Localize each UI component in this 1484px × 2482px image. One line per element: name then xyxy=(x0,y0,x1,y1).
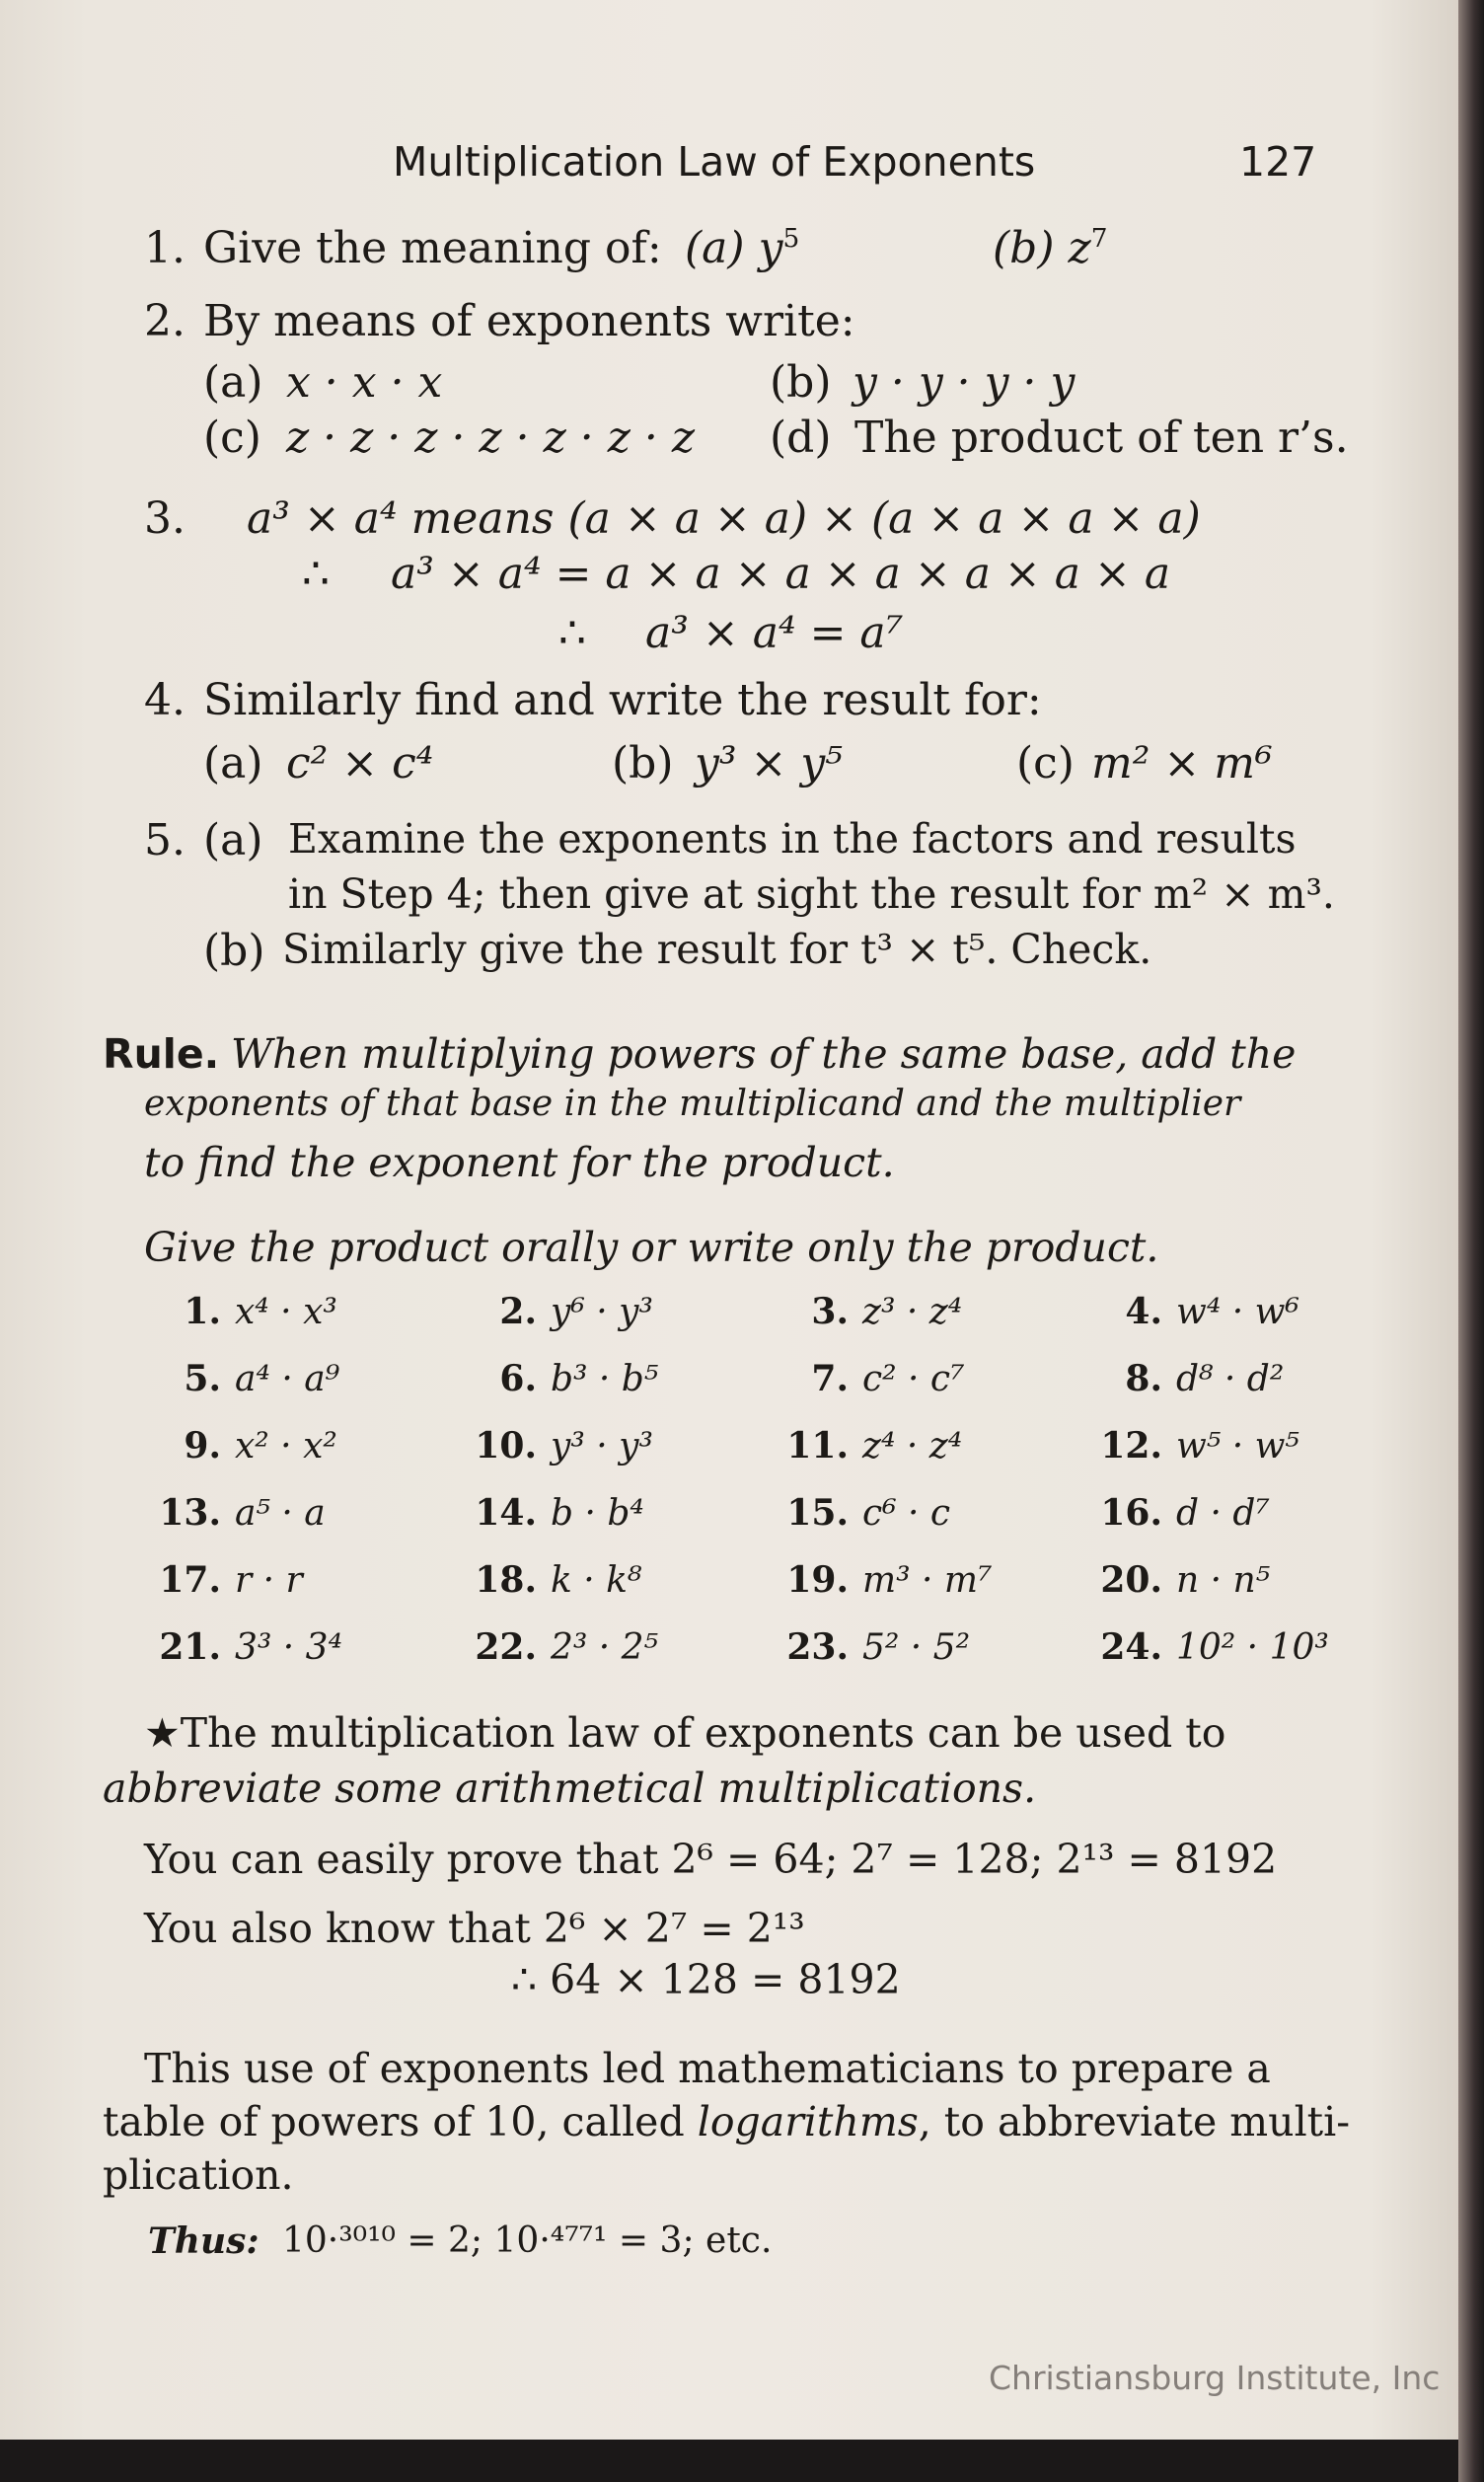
step-2-c-label: (c) xyxy=(203,413,261,463)
logs-line-2: table of powers of 10, called logarithms, to abbreviate multi- xyxy=(103,2098,1351,2145)
exercise-item xyxy=(464,1425,653,1467)
step-4-a-expr: c² × c⁴ xyxy=(286,738,434,789)
exercise-intro: Give the product orally or write only the product. xyxy=(144,1224,1159,1271)
exercise-item xyxy=(776,1425,962,1467)
exercise-expression: m³ · m⁷ xyxy=(862,1560,993,1601)
exercise-number: 13. xyxy=(159,1492,221,1534)
exercise-expression: a⁴ · a⁹ xyxy=(235,1359,340,1399)
exercise-number: 20. xyxy=(1100,1559,1162,1601)
exercise-item xyxy=(464,1559,641,1601)
exercise-number: 1. xyxy=(184,1291,221,1332)
step-3-line-2: a³ × a⁴ = a × a × a × a × a × a × a xyxy=(391,549,1171,599)
exercise-item xyxy=(464,1626,658,1668)
exercise-expression: b³ · b⁵ xyxy=(551,1359,659,1399)
exercise-expression: 2³ · 2⁵ xyxy=(551,1627,659,1668)
exercise-item xyxy=(1089,1492,1270,1534)
exercise-number: 21. xyxy=(159,1626,221,1668)
exercise-expression: z³ · z⁴ xyxy=(862,1292,963,1332)
exercise-number: 17. xyxy=(159,1559,221,1601)
step-5-a-label: (a) xyxy=(203,815,263,865)
exercise-number: 23. xyxy=(786,1626,849,1668)
exercise-expression: c⁶ · c xyxy=(862,1493,951,1534)
step-5-a-line-1: Examine the exponents in the factors and results xyxy=(288,815,1297,863)
exercise-number: 14. xyxy=(475,1492,537,1534)
exercise-item xyxy=(776,1291,962,1332)
prove-line: You can easily prove that 2⁶ = 64; 2⁷ = 128; 2¹³ = 8192 xyxy=(144,1836,1278,1883)
exercise-number: 12. xyxy=(1100,1425,1162,1467)
exercise-item xyxy=(1089,1559,1270,1601)
exercise-expression: d⁸ · d² xyxy=(1176,1359,1285,1399)
rule-line-1: When multiplying powers of the same base, add the xyxy=(231,1030,1297,1078)
star-line-1: ★The multiplication law of exponents can be used to xyxy=(144,1709,1226,1757)
exercise-number: 6. xyxy=(499,1358,537,1399)
exercise-number: 9. xyxy=(184,1425,221,1467)
step-3-number: 3. xyxy=(144,493,186,544)
step-4-c-expr: m² × m⁶ xyxy=(1091,738,1273,789)
exercise-item xyxy=(464,1358,658,1399)
step-2-number: 2. xyxy=(144,296,186,346)
exercise-expression: c² · c⁷ xyxy=(862,1359,965,1399)
exercise-item xyxy=(776,1626,970,1668)
exercise-item xyxy=(1089,1626,1329,1668)
thus-label: Thus: xyxy=(148,2220,260,2262)
exercise-grid xyxy=(0,1291,1458,1705)
exercise-number: 5. xyxy=(184,1358,221,1399)
watermark: Christiansburg Institute, Inc xyxy=(989,2359,1441,2397)
exercise-expression: w⁵ · w⁵ xyxy=(1176,1426,1299,1467)
exercise-item xyxy=(148,1626,342,1668)
exercise-number: 4. xyxy=(1125,1291,1162,1332)
exercise-item xyxy=(776,1559,992,1601)
step-5-b-line: Similarly give the result for t³ × t⁵. Check. xyxy=(282,926,1152,973)
book-spine-edge xyxy=(1458,0,1484,2482)
step-3-therefore-1: ∴ xyxy=(302,549,330,599)
exercise-expression: r · r xyxy=(235,1560,303,1601)
step-2-b-label: (b) xyxy=(770,357,832,408)
step-4-number: 4. xyxy=(144,675,186,725)
rule-line-2: exponents of that base in the multiplicand and the multiplier xyxy=(144,1084,1241,1124)
exercise-item xyxy=(464,1291,653,1332)
step-2-d-label: (d) xyxy=(770,413,832,463)
exercise-item xyxy=(148,1291,337,1332)
step-4-b-expr: y³ × y⁵ xyxy=(695,738,843,789)
exercise-item xyxy=(148,1425,337,1467)
step-2-text: By means of exponents write: xyxy=(203,296,855,346)
exercise-number: 11. xyxy=(786,1425,849,1467)
step-5-a-line-2: in Step 4; then give at sight the result for m² × m³. xyxy=(288,870,1335,918)
step-3-line-1: a³ × a⁴ means (a × a × a) × (a × a × a × a) xyxy=(247,493,1201,544)
exercise-expression: 5² · 5² xyxy=(862,1627,971,1668)
running-header: Multiplication Law of Exponents xyxy=(393,138,1036,186)
page-number: 127 xyxy=(1239,138,1317,186)
exercise-item xyxy=(1089,1358,1284,1399)
step-4-a-label: (a) xyxy=(203,738,263,789)
exercise-expression: x² · x² xyxy=(235,1426,337,1467)
exercise-expression: 3³ · 3⁴ xyxy=(235,1627,343,1668)
exercise-number: 8. xyxy=(1125,1358,1162,1399)
rule-line-3: to find the exponent for the product. xyxy=(144,1139,895,1186)
exercise-number: 22. xyxy=(475,1626,537,1668)
exercise-expression: k · k⁸ xyxy=(551,1560,642,1601)
exercise-item xyxy=(776,1492,950,1534)
logs-line-1: This use of exponents led mathematicians to prepare a xyxy=(144,2045,1271,2092)
step-1-text: Give the meaning of: xyxy=(203,223,662,273)
exercise-number: 16. xyxy=(1100,1492,1162,1534)
know-line: You also know that 2⁶ × 2⁷ = 2¹³ xyxy=(144,1905,805,1952)
step-5-number: 5. xyxy=(144,815,186,865)
exercise-expression: n · n⁵ xyxy=(1176,1560,1271,1601)
step-4-c-label: (c) xyxy=(1016,738,1075,789)
thus-text: 10·³⁰¹⁰ = 2; 10·⁴⁷⁷¹ = 3; etc. xyxy=(282,2220,773,2261)
step-1-b: (b) $z^7$ xyxy=(993,223,1108,273)
star-line-2: abbreviate some arithmetical multiplications. xyxy=(103,1765,1037,1812)
exercise-item xyxy=(148,1358,339,1399)
exercise-expression: w⁴ · w⁶ xyxy=(1176,1292,1299,1332)
step-2-a-label: (a) xyxy=(203,357,263,408)
exercise-number: 19. xyxy=(786,1559,849,1601)
step-2-d-text: The product of ten r’s. xyxy=(854,413,1349,463)
exercise-expression: b · b⁴ xyxy=(551,1493,644,1534)
exercise-expression: a⁵ · a xyxy=(235,1493,326,1534)
step-4-b-label: (b) xyxy=(612,738,674,789)
exercise-expression: d · d⁷ xyxy=(1176,1493,1270,1534)
exercise-expression: x⁴ · x³ xyxy=(235,1292,337,1332)
exercise-expression: y⁶ · y³ xyxy=(551,1292,653,1332)
step-1-a: (a) $y^5$ xyxy=(685,223,800,273)
rule-label: Rule. xyxy=(103,1030,220,1078)
step-4-text: Similarly find and write the result for: xyxy=(203,675,1042,725)
therefore-line: ∴ 64 × 128 = 8192 xyxy=(511,1956,901,2003)
exercise-item xyxy=(1089,1425,1299,1467)
exercise-number: 10. xyxy=(475,1425,537,1467)
step-2-c-expr: z · z · z · z · z · z · z xyxy=(286,413,696,463)
step-5-b-label: (b) xyxy=(203,926,265,976)
exercise-expression: z⁴ · z⁴ xyxy=(862,1426,963,1467)
exercise-number: 18. xyxy=(475,1559,537,1601)
step-1-number: 1. xyxy=(144,223,186,273)
exercise-item xyxy=(148,1559,303,1601)
exercise-expression: 10² · 10³ xyxy=(1176,1627,1329,1668)
step-3-therefore-2: ∴ xyxy=(558,608,586,658)
logs-line-3: plication. xyxy=(103,2151,294,2199)
step-2-a-expr: x · x · x xyxy=(286,357,443,408)
exercise-item xyxy=(148,1492,326,1534)
exercise-expression: y³ · y³ xyxy=(551,1426,653,1467)
exercise-number: 7. xyxy=(811,1358,849,1399)
exercise-number: 15. xyxy=(786,1492,849,1534)
exercise-number: 3. xyxy=(811,1291,849,1332)
exercise-number: 2. xyxy=(499,1291,537,1332)
exercise-number: 24. xyxy=(1100,1626,1162,1668)
step-3-line-3: a³ × a⁴ = a⁷ xyxy=(645,608,904,658)
exercise-item xyxy=(776,1358,965,1399)
exercise-item xyxy=(1089,1291,1299,1332)
step-2-b-expr: y · y · y · y xyxy=(853,357,1076,408)
exercise-item xyxy=(464,1492,644,1534)
